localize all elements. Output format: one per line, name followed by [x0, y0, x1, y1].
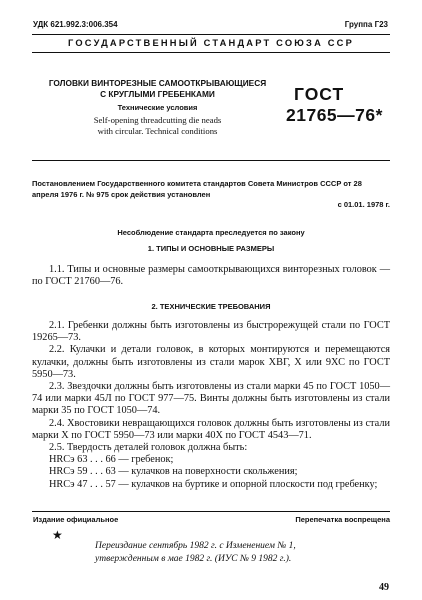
english-title-line-2: with circular. Technical conditions [97, 125, 218, 136]
title-rule [32, 160, 390, 161]
hardness-item-combs: HRCэ 63 . . . 66 — гребенок; [49, 454, 174, 466]
reissue-line-2: утвержденным в мае 1982 г. (ИУС № 9 1982 г.). [95, 554, 292, 564]
section-1-body [32, 264, 390, 288]
gost-number: 21765—76* [286, 105, 383, 125]
title-line-2: С КРУГЛЫМИ ГРЕБЕНКАМИ [100, 89, 215, 99]
english-title [40, 115, 275, 136]
section-1-heading: 1. ТИПЫ И ОСНОВНЫЕ РАЗМЕРЫ [147, 244, 275, 253]
udk-code: УДК 621.992.3:006.354 [33, 20, 118, 29]
decree-body: Постановлением Государственного комитета стандартов Совета Министров СССР от 28 апреля 1976 г. № 975 срок действия установлен [32, 179, 362, 199]
paragraph-2-1: 2.1. Гребенки должны быть изготовлены из быстрорежущей стали по ГОСТ 19265—73. [32, 320, 390, 344]
hardness-item-collar: HRCэ 47 . . . 57 — кулачков на буртике и опорной плоскости под гребенку; [49, 478, 378, 490]
effective-date: с 01.01. 1978 г. [337, 200, 390, 209]
legal-notice: Несоблюдение стандарта преследуется по закону [117, 228, 305, 237]
header-rule [32, 52, 390, 53]
top-rule [32, 34, 390, 35]
standard-subtitle: Технические условия [117, 103, 198, 112]
paragraph-2-4: 2.4. Хвостовики невращающихся головок должны быть изготовлены из стали марки Х по ГОСТ 5950—73 или марки 40Х по ГОСТ 4543—71. [32, 417, 390, 441]
state-standard-heading: ГОСУДАРСТВЕННЫЙ СТАНДАРТ СОЮЗА ССР [68, 38, 354, 48]
footer-rule [32, 511, 390, 512]
paragraph-2-2: 2.2. Кулачки и детали головок, в которых монтируются и перемещаются кулачки, должны быть изготовлены из стали марок ХВГ, Х или 9ХС по ГОСТ 5950—73. [32, 344, 390, 380]
page-number: 49 [379, 582, 389, 593]
section-2-heading: 2. ТЕХНИЧЕСКИЕ ТРЕБОВАНИЯ [151, 302, 271, 311]
standard-title [40, 78, 275, 100]
reissue-line-1: Переиздание сентябрь 1982 г. с Изменением № 1, [95, 541, 296, 551]
official-edition-label: Издание официальное [33, 515, 119, 524]
decree-text [32, 179, 390, 211]
star-icon: ★ [52, 528, 63, 542]
paragraph-2-5: 2.5. Твердость деталей головок должна быть: [49, 442, 248, 454]
gost-label: ГОСТ [294, 84, 345, 104]
reprint-prohibited-label: Перепечатка воспрещена [295, 515, 390, 524]
title-line-1: ГОЛОВКИ ВИНТОРЕЗНЫЕ САМООТКРЫВАЮЩИЕСЯ [48, 78, 267, 88]
hardness-item-sliding: HRCэ 59 . . . 63 — кулачков на поверхности скольжения; [49, 466, 298, 478]
group-code: Группа Г23 [344, 20, 388, 29]
paragraph-2-3: 2.3. Звездочки должны быть изготовлены из стали марки 45 по ГОСТ 1050—74 или марки 45Л по ГОСТ 977—75. Винты должны быть изготовлены из стали марки 35 по ГОСТ 1050—74. [32, 381, 390, 417]
paragraph-1-1: 1.1. Типы и основные размеры самооткрывающихся винторезных головок — по ГОСТ 21760—76. [32, 264, 390, 288]
english-title-line-1: Self-opening threadcutting die neads [93, 115, 222, 125]
section-2-body [32, 320, 390, 491]
reissue-note [95, 540, 382, 566]
